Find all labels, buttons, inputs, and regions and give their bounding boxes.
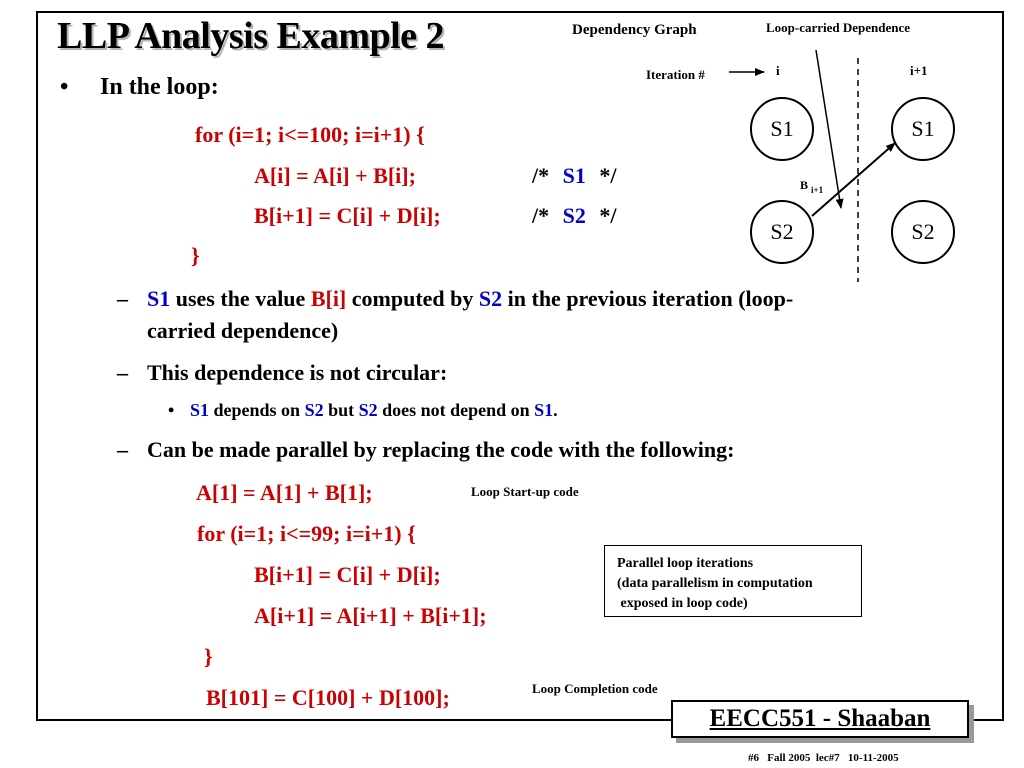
sub-text-a: depends on (213, 400, 301, 420)
badge-text: EECC551 - Shaaban (709, 705, 931, 732)
loop1-stmt2: B[i+1] = C[i] + D[i]; (254, 203, 441, 228)
point2-text: This dependence is not circular: (147, 360, 448, 385)
sub-text-c: does not depend on (382, 400, 530, 420)
node-label: S1 (770, 116, 794, 141)
infobox-line2: (data parallelism in computation (617, 576, 813, 591)
point3-dash: – (117, 437, 128, 462)
edge-label-subscript: i+1 (811, 185, 824, 195)
s1-ref: S1 (190, 400, 210, 420)
point3-text: Can be made parallel by replacing the code with the following: (147, 437, 735, 462)
slide-title: LLP Analysis Example 2 (57, 15, 445, 57)
s1-ref: S1 (147, 286, 171, 311)
dependence-edge-arrow (812, 143, 895, 216)
node-s2-iter-i (750, 200, 814, 264)
sub-text-b: but (328, 400, 355, 420)
loop2-stmt1: B[i+1] = C[i] + D[i]; (254, 562, 441, 587)
course-badge (671, 700, 973, 742)
comment-open: /* (532, 203, 550, 228)
comment-close: */ (599, 163, 617, 188)
loop1-close: } (191, 243, 200, 268)
point2-dash: – (117, 360, 128, 385)
sub-period: . (553, 400, 558, 420)
iteration-label: Iteration # (646, 67, 705, 82)
edge-label (800, 178, 823, 193)
loop2-completion: B[101] = C[100] + D[100]; (206, 685, 450, 710)
comment-open: /* (532, 163, 550, 188)
column-i-label: i (776, 63, 780, 78)
point1-text-b: computed by (351, 286, 474, 311)
infobox-line1: Parallel loop iterations (617, 556, 754, 571)
comment-close: */ (599, 203, 617, 228)
loop1-header: for (i=1; i<=100; i=i+1) { (195, 122, 425, 147)
edge-label-b: B (800, 178, 809, 192)
node-label: S1 (911, 116, 935, 141)
bullet-dot: • (60, 74, 69, 100)
comment-label-s2: S2 (562, 203, 586, 228)
s1-ref: S1 (534, 400, 554, 420)
node-s2-iter-i1 (891, 200, 955, 264)
point1-text-c: in the previous iteration (loop- (507, 286, 794, 311)
loop1-stmt1: A[i] = A[i] + B[i]; (254, 163, 416, 188)
bi-ref: B[i] (310, 286, 347, 311)
s2-ref: S2 (358, 400, 378, 420)
s2-ref: S2 (304, 400, 324, 420)
node-s1-iter-i (750, 97, 814, 161)
badge-box (671, 700, 969, 738)
startup-label: Loop Start-up code (471, 484, 579, 499)
node-s1-iter-i1 (891, 97, 955, 161)
completion-label: Loop Completion code (532, 681, 658, 696)
loop-carried-label: Loop-carried Dependence (766, 20, 911, 35)
sub-bullet-dot: • (168, 400, 175, 420)
loop2-close: } (204, 644, 213, 669)
slide-footer: #6 Fall 2005 lec#7 10-11-2005 (748, 752, 899, 764)
comment-label-s1: S1 (562, 163, 586, 188)
point1-text-a: uses the value (175, 286, 306, 311)
node-label: S2 (911, 219, 935, 244)
node-label: S2 (770, 219, 794, 244)
graph-title: Dependency Graph (572, 22, 697, 38)
s2-ref: S2 (478, 286, 503, 311)
loop2-header: for (i=1; i<=99; i=i+1) { (197, 521, 416, 546)
bullet-text: In the loop: (100, 74, 219, 100)
infobox-line3: exposed in loop code) (617, 596, 748, 611)
column-i1-label: i+1 (910, 63, 928, 78)
loop2-startup: A[1] = A[1] + B[1]; (196, 480, 373, 505)
loop2-stmt2: A[i+1] = A[i+1] + B[i+1]; (254, 603, 487, 628)
point1-dash: – (117, 286, 128, 311)
point1-line2: carried dependence) (147, 318, 339, 343)
